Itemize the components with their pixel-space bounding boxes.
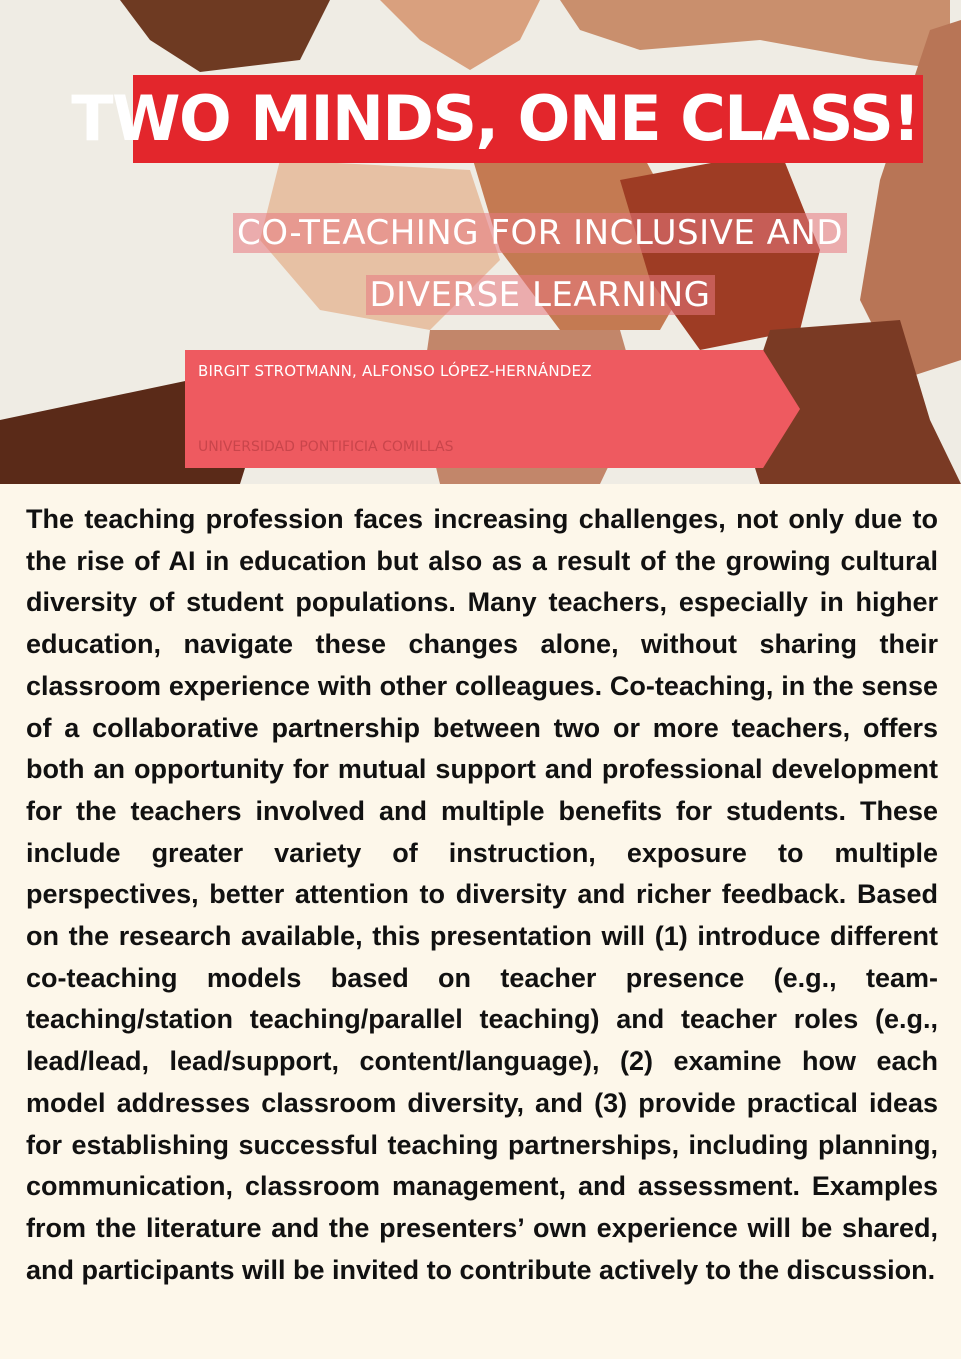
title-banner <box>71 75 923 163</box>
page-subtitle: CO-TEACHING FOR INCLUSIVE AND DIVERSE LEARNING <box>233 213 847 315</box>
abstract-paragraph: The teaching profession faces increasing challenges, not only due to the rise of AI in education but also as a result of the growing cultural diversity of student populations. Many teachers, especially in higher education, navigate these changes alone, without sharing their classroom experience with other colleagues. Co-teaching, in the sense of a collaborative partnership between two or more teachers, offers both an opportunity for mutual support and professional development for the teachers involved and multiple benefits for students. These include greater variety of instruction, exposure to multiple perspectives, better attention to diversity and richer feedback. Based on the research available, this presentation will (1) introduce different co-teaching models based on teacher presence (e.g., team-teaching/station teaching/parallel teaching) and teacher roles (e.g., lead/lead, lead/support, content/language), (2) examine how each model addresses classroom diversity, and (3) provide practical ideas for establishing successful teaching partnerships, including planning, communication, classroom management, and assessment. Examples from the literature and the presenters’ own experience will be shared, and participants will be invited to contribute actively to the discussion. <box>26 504 938 1285</box>
subtitle-block <box>160 205 920 329</box>
header-banner <box>0 0 961 484</box>
institution-line: UNIVERSIDAD PONTIFICIA COMILLAS <box>198 439 454 455</box>
page-title: TWO MINDS, ONE CLASS! <box>71 82 919 155</box>
authors-line: BIRGIT STROTMANN, ALFONSO LÓPEZ-HERNÁNDEZ <box>198 362 592 380</box>
